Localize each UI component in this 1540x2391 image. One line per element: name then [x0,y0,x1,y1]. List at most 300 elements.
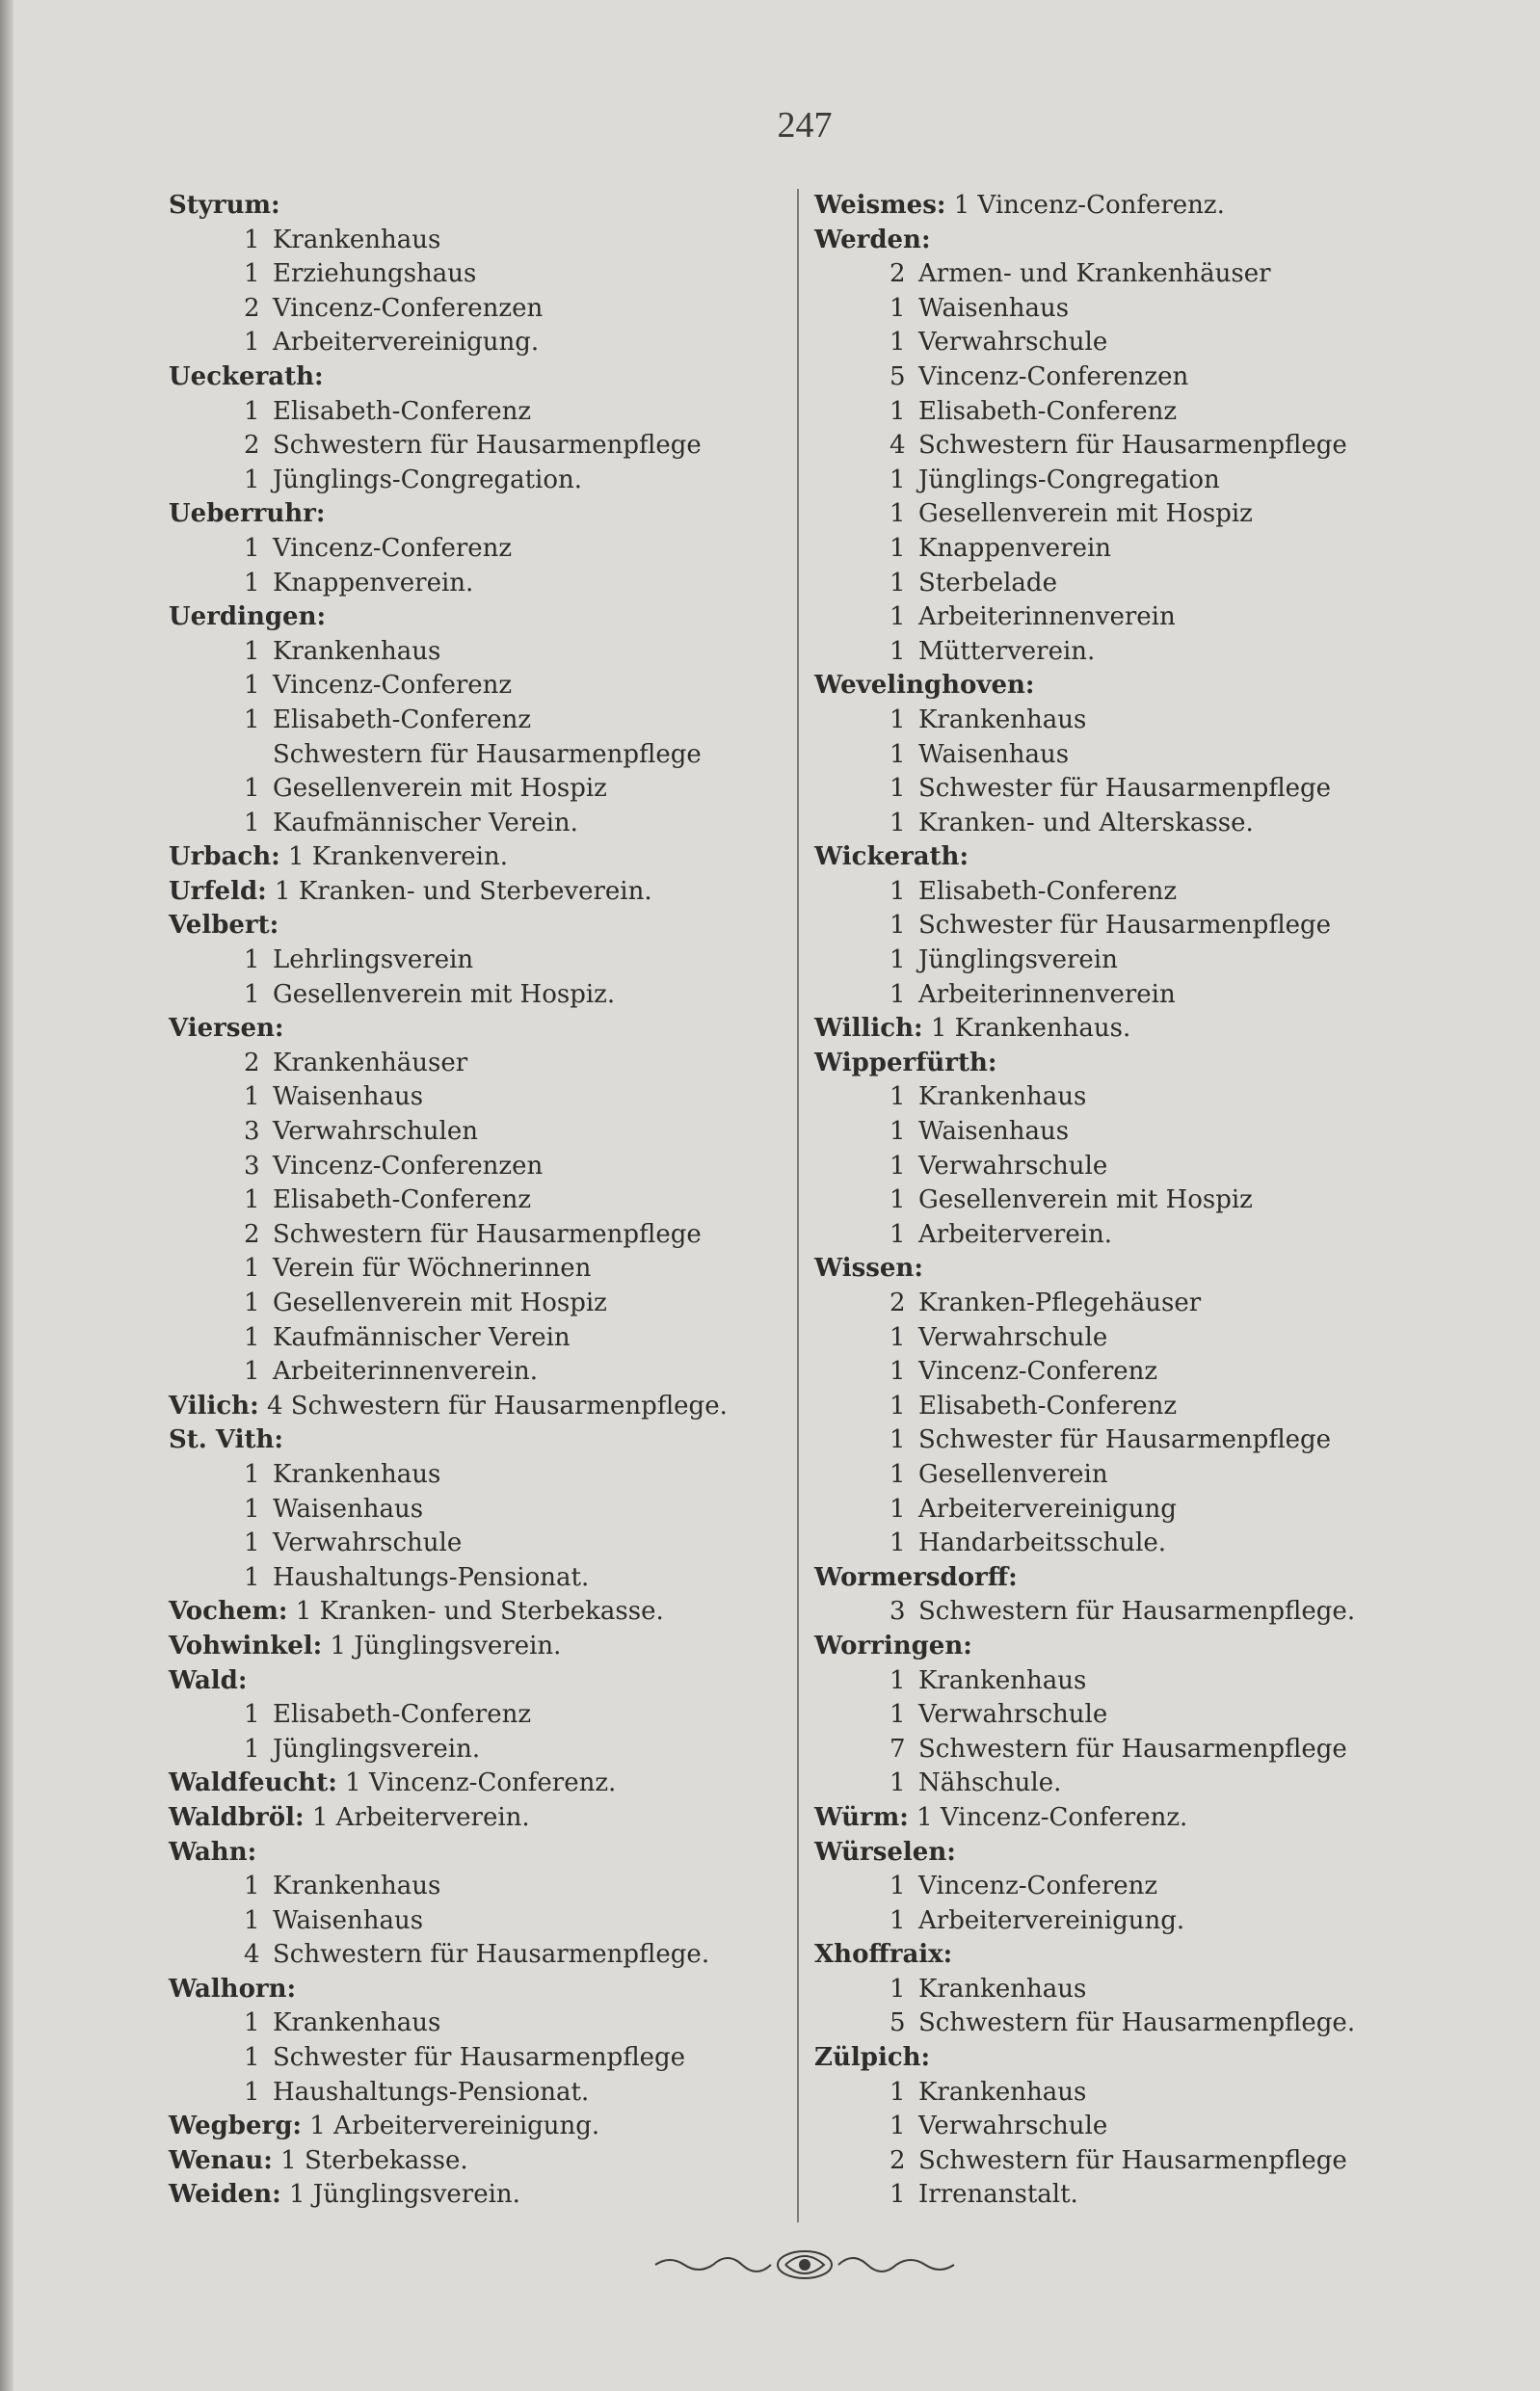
institution-name: Verwahrschule [918,2112,1108,2141]
institution-name: Vincenz-Conferenzen [273,1151,544,1181]
place-name: Ueckerath: [169,361,324,391]
left-column [169,189,785,2213]
institution-name: Kaufmännischer Verein [273,1322,571,1352]
place-name: Velbert: [169,911,279,941]
institution-name: Arbeiterinnenverein [918,979,1176,1009]
institution-count: 1 [889,602,906,632]
institution-name: Krankenhaus [918,1665,1087,1695]
place-entry [169,1973,785,2007]
place-entry [169,909,785,943]
institution-name: Knappenverein [918,533,1112,563]
institution-item [814,292,1470,327]
institution-name: Vincenz-Conferenzen [273,293,544,323]
inline-institution: 1 Vincenz-Conferenz. [953,191,1225,220]
institution-item [814,1527,1470,1561]
institution-name: Verwahrschule [918,1151,1108,1181]
institution-item [169,1047,785,1081]
institution-item [814,978,1470,1013]
institution-count: 1 [244,1459,260,1489]
institution-name: Kranken-Pflegehäuser [918,1288,1202,1317]
inline-institution: 1 Sterbekasse. [280,2145,468,2175]
institution-item [814,635,1470,670]
place-name: Urfeld: [169,876,267,906]
institution-item [814,1355,1470,1390]
institution-count: 1 [244,465,260,494]
institution-name: Elisabeth-Conferenz [273,396,532,426]
institution-name: Arbeitervereinigung. [918,1905,1185,1935]
institution-item [169,395,785,430]
institution-count: 5 [889,2008,906,2038]
place-entry [169,497,785,532]
institution-count: 1 [889,739,906,769]
institution-item [169,1321,785,1356]
institution-count: 1 [889,1768,906,1798]
institution-count: 1 [244,1082,260,1112]
institution-count: 2 [889,1288,906,1317]
institution-count: 1 [889,1905,906,1935]
place-entry [169,2144,785,2179]
institution-name: Jünglingsverein [918,945,1118,975]
institution-item [814,1493,1470,1528]
institution-name: Schwestern für Hausarmenpflege [273,1219,702,1249]
place-entry [814,1012,1470,1047]
institution-item [169,1355,785,1390]
institution-count: 1 [244,2008,260,2038]
institution-count: 1 [889,1528,906,1558]
institution-count: 1 [244,1700,260,1730]
institution-count: 1 [889,2180,906,2210]
place-entry [814,1047,1470,1081]
institution-name: Nähschule. [918,1768,1062,1798]
institution-item [814,1870,1470,1904]
institution-item [169,2041,785,2076]
institution-item [814,1287,1470,1321]
institution-name: Krankenhaus [273,1459,441,1489]
institution-count: 1 [244,533,260,563]
institution-count: 2 [244,1219,260,1249]
institution-count: 1 [244,2077,260,2107]
institution-name: Verwahrschule [918,1322,1108,1352]
institution-name: Verwahrschule [918,1700,1108,1730]
institution-count: 1 [889,1357,906,1387]
institution-item [169,567,785,601]
institution-name: Schwestern für Hausarmenpflege. [918,1597,1356,1627]
institution-name: Schwestern für Hausarmenpflege. [273,1940,710,1970]
institution-name: Verwahrschule [273,1528,463,1558]
institution-item [814,2178,1470,2213]
institution-item [169,2006,785,2041]
institution-item [169,1904,785,1939]
institution-name: Krankenhaus [273,1872,441,1901]
institution-item [814,1458,1470,1493]
place-entry [814,1630,1470,1664]
place-entry [814,840,1470,875]
institution-name: Gesellenverein mit Hospiz [273,774,607,804]
institution-name: Arbeiterinnenverein [918,602,1176,632]
institution-item [169,1218,785,1253]
institution-name: Arbeiterinnenverein. [273,1357,538,1387]
institution-name: Vincenz-Conferenz [273,533,513,563]
institution-count: 1 [889,1459,906,1489]
institution-name: Waisenhaus [273,1082,424,1112]
place-name: Vochem: [169,1597,288,1627]
institution-item [814,1973,1470,2007]
institution-name: Sterbelade [918,568,1057,598]
institution-count: 7 [889,1734,906,1764]
institution-name: Mütterverein. [918,636,1096,666]
institution-item [814,1150,1470,1184]
place-entry [169,1836,785,1871]
institution-count: 1 [889,465,906,494]
inline-institution: 1 Krankenhaus. [930,1014,1131,1044]
place-name: Vohwinkel: [169,1631,323,1660]
institution-item [814,738,1470,773]
institution-name: Schwestern für Hausarmenpflege [918,2145,1347,2175]
place-name: Würselen: [814,1837,956,1867]
place-name: Styrum: [169,191,280,220]
institution-count: 1 [889,293,906,323]
institution-count: 1 [889,979,906,1009]
place-name: Uerdingen: [169,602,327,632]
institution-item [169,1287,785,1321]
institution-name: Schwester für Hausarmenpflege [273,2043,686,2073]
institution-count: 1 [889,1494,906,1524]
institution-name: Waisenhaus [918,739,1070,769]
institution-count: 1 [244,1254,260,1284]
institution-name: Jünglingsverein. [273,1734,481,1764]
institution-name: Krankenhaus [273,2008,441,2038]
place-entry [169,1664,785,1699]
institution-count: 1 [244,774,260,804]
inline-institution: 1 Vincenz-Conferenz. [916,1802,1188,1832]
place-name: Ueberruhr: [169,499,326,529]
institution-count: 1 [889,2112,906,2141]
institution-name: Elisabeth-Conferenz [273,1700,532,1730]
place-entry [814,1252,1470,1287]
institution-count: 2 [889,259,906,289]
institution-count: 1 [889,1665,906,1695]
place-name: Wenau: [169,2145,273,2175]
inline-institution: 1 Vincenz-Conferenz. [345,1768,617,1798]
institution-item [169,257,785,292]
institution-item [814,464,1470,498]
institution-count: 1 [244,225,260,254]
institution-count: 1 [244,1185,260,1215]
institution-count: 1 [244,1288,260,1317]
place-name: Viersen: [169,1014,284,1044]
place-entry [169,189,785,224]
place-entry [169,875,785,910]
institution-name: Lehrlingsverein [273,945,474,975]
institution-name: Arbeiterverein. [918,1219,1113,1249]
right-column [814,189,1470,2213]
institution-item [169,1080,785,1115]
institution-item [169,1252,785,1287]
institution-count: 1 [889,1117,906,1147]
place-entry [169,1630,785,1664]
place-name: Wegberg: [169,2112,302,2141]
place-name: Walhorn: [169,1974,297,2004]
institution-name: Elisabeth-Conferenz [273,1185,532,1215]
place-entry [169,600,785,635]
institution-item [814,532,1470,567]
place-name: Würm: [814,1802,909,1832]
place-entry [814,189,1470,224]
place-entry [169,2178,785,2213]
institution-count: 1 [889,499,906,529]
column-divider [797,189,799,2222]
place-entry [169,1423,785,1458]
place-entry [169,1595,785,1630]
institution-item [169,772,785,807]
institution-name: Schwestern für Hausarmenpflege [273,739,702,769]
institution-count: 1 [889,2077,906,2107]
institution-count: 1 [889,568,906,598]
institution-count: 1 [244,2043,260,2073]
institution-name: Verein für Wöchnerinnen [273,1254,592,1284]
institution-item [814,2144,1470,2179]
inline-institution: 1 Jünglingsverein. [330,1631,562,1660]
place-name: Waldfeucht: [169,1768,337,1798]
institution-item [814,429,1470,464]
institution-count: 1 [889,1700,906,1730]
institution-item [814,567,1470,601]
page-number: 247 [777,105,833,146]
institution-item [169,1698,785,1733]
institution-name: Krankenhaus [918,1974,1087,2004]
institution-item [814,360,1470,395]
institution-item [814,326,1470,360]
institution-item [169,326,785,360]
institution-item [169,429,785,464]
institution-name: Kranken- und Alterskasse. [918,808,1254,837]
institution-name: Krankenhaus [918,704,1087,734]
institution-name: Elisabeth-Conferenz [918,876,1178,906]
place-entry [169,1390,785,1424]
institution-count: 1 [889,704,906,734]
institution-item [169,1870,785,1904]
institution-name: Vincenz-Conferenz [918,1872,1158,1901]
institution-item [814,2006,1470,2041]
institution-item [814,943,1470,978]
institution-name: Elisabeth-Conferenz [273,704,532,734]
institution-count: 5 [889,361,906,391]
place-entry [814,1561,1470,1596]
institution-item [814,875,1470,910]
place-name: Weismes: [814,191,946,220]
place-name: St. Vith: [169,1425,283,1455]
institution-count: 1 [244,1734,260,1764]
institution-count: 1 [244,1562,260,1592]
institution-item [814,1080,1470,1115]
institution-item [814,1115,1470,1150]
institution-name: Haushaltungs-Pensionat. [273,2077,590,2107]
inline-institution: 4 Schwestern für Hausarmenpflege. [266,1391,728,1421]
institution-item [814,395,1470,430]
institution-count: 1 [244,328,260,358]
place-name: Xhoffraix: [814,1940,953,1970]
place-entry [169,840,785,875]
place-entry [814,2041,1470,2076]
page-edge [0,0,13,2391]
institution-count: 1 [889,945,906,975]
institution-count: 1 [244,704,260,734]
institution-name: Krankenhaus [273,636,441,666]
place-name: Wipperfürth: [814,1048,997,1077]
institution-item [169,292,785,327]
institution-item [814,1321,1470,1356]
institution-item [814,257,1470,292]
institution-count: 1 [244,396,260,426]
institution-count: 1 [244,945,260,975]
institution-count: 1 [244,1872,260,1901]
place-entry [169,1801,785,1836]
institution-item [814,2110,1470,2144]
institution-item [814,1733,1470,1767]
institution-item [169,2076,785,2111]
decorative-ornament [651,2245,959,2284]
institution-item [169,704,785,738]
place-name: Wormersdorff: [814,1562,1018,1592]
institution-count: 1 [244,1494,260,1524]
institution-item [169,669,785,704]
institution-count: 2 [244,431,260,461]
institution-name: Verwahrschulen [273,1117,478,1147]
institution-count: 1 [244,1528,260,1558]
institution-item [169,1938,785,1973]
institution-name: Gesellenverein mit Hospiz [918,499,1253,529]
institution-item [814,1698,1470,1733]
place-name: Zülpich: [814,2043,931,2073]
institution-name: Krankenhaus [918,1082,1087,1112]
institution-name: Armen- und Krankenhäuser [918,259,1271,289]
place-entry [814,224,1470,258]
institution-name: Schwester für Hausarmenpflege [918,1425,1332,1455]
institution-count: 1 [889,396,906,426]
institution-name: Schwester für Hausarmenpflege [918,911,1332,941]
place-entry [814,1836,1470,1871]
inline-institution: 1 Kranken- und Sterbeverein. [275,876,652,906]
institution-name: Gesellenverein mit Hospiz [918,1185,1253,1215]
institution-name: Vincenz-Conferenz [273,671,513,701]
institution-name: Elisabeth-Conferenz [918,396,1178,426]
institution-item [169,1733,785,1767]
institution-item [169,464,785,498]
institution-item [814,1595,1470,1630]
institution-item [814,909,1470,943]
institution-item [169,1150,785,1184]
institution-item [814,2076,1470,2111]
institution-item [814,1904,1470,1939]
institution-name: Gesellenverein mit Hospiz [273,1288,607,1317]
institution-name: Schwestern für Hausarmenpflege [918,1734,1347,1764]
institution-name: Irrenanstalt. [918,2180,1078,2210]
place-entry [169,360,785,395]
institution-name: Jünglings-Congregation [918,465,1220,494]
institution-name: Gesellenverein [918,1459,1108,1489]
institution-item [169,1493,785,1528]
institution-name: Schwester für Hausarmenpflege [918,774,1332,804]
institution-count: 1 [244,1357,260,1387]
institution-item [169,635,785,670]
institution-count: 3 [244,1117,260,1147]
institution-count: 1 [889,328,906,358]
institution-count: 1 [889,636,906,666]
institution-count: 1 [889,1185,906,1215]
place-entry [169,1767,785,1801]
institution-name: Kaufmännischer Verein. [273,808,578,837]
inline-institution: 1 Arbeitervereinigung. [309,2112,600,2141]
institution-item [814,497,1470,532]
institution-count: 1 [244,636,260,666]
institution-item [814,1423,1470,1458]
institution-name: Elisabeth-Conferenz [918,1391,1178,1421]
institution-count: 1 [889,876,906,906]
institution-name: Jünglings-Congregation. [273,465,583,494]
institution-count: 1 [889,1322,906,1352]
institution-item [169,1561,785,1596]
institution-item [169,943,785,978]
institution-name: Arbeitervereinigung [918,1494,1177,1524]
institution-count: 1 [244,671,260,701]
institution-item [814,807,1470,841]
institution-name: Waisenhaus [273,1905,424,1935]
institution-count: 1 [889,1391,906,1421]
institution-item [814,1767,1470,1801]
inline-institution: 1 Kranken- und Sterbekasse. [295,1597,664,1627]
institution-count: 3 [244,1151,260,1181]
place-name: Werden: [814,225,931,254]
institution-count: 1 [889,1974,906,2004]
institution-count: 1 [889,808,906,837]
institution-name: Schwestern für Hausarmenpflege. [918,2008,1356,2038]
institution-count: 1 [244,808,260,837]
institution-name: Schwestern für Hausarmenpflege [273,431,702,461]
institution-item [814,1218,1470,1253]
place-name: Willich: [814,1014,923,1044]
place-name: Wahn: [169,1837,257,1867]
institution-count: 1 [244,568,260,598]
place-entry [814,1938,1470,1973]
institution-count: 1 [889,1151,906,1181]
inline-institution: 1 Krankenverein. [288,842,509,872]
institution-count: 1 [244,1322,260,1352]
institution-item [814,1183,1470,1218]
institution-item [169,532,785,567]
inline-institution: 1 Arbeiterverein. [311,1802,530,1832]
institution-count: 1 [889,1082,906,1112]
institution-item [169,1527,785,1561]
institution-item [814,1390,1470,1424]
place-entry [814,1801,1470,1836]
place-name: Wickerath: [814,842,969,872]
institution-name: Vincenz-Conferenzen [918,361,1189,391]
institution-item [169,1458,785,1493]
institution-name: Waisenhaus [273,1494,424,1524]
institution-name: Verwahrschule [918,328,1108,358]
institution-name: Haushaltungs-Pensionat. [273,1562,590,1592]
institution-count: 4 [244,1940,260,1970]
institution-name: Krankenhäuser [273,1048,468,1077]
place-name: Wevelinghoven: [814,671,1035,701]
place-entry [169,2110,785,2144]
place-name: Worringen: [814,1631,972,1660]
institution-count: 1 [889,774,906,804]
institution-count: 4 [889,431,906,461]
institution-name: Krankenhaus [273,225,441,254]
institution-count: 1 [244,979,260,1009]
institution-name: Schwestern für Hausarmenpflege [918,431,1347,461]
